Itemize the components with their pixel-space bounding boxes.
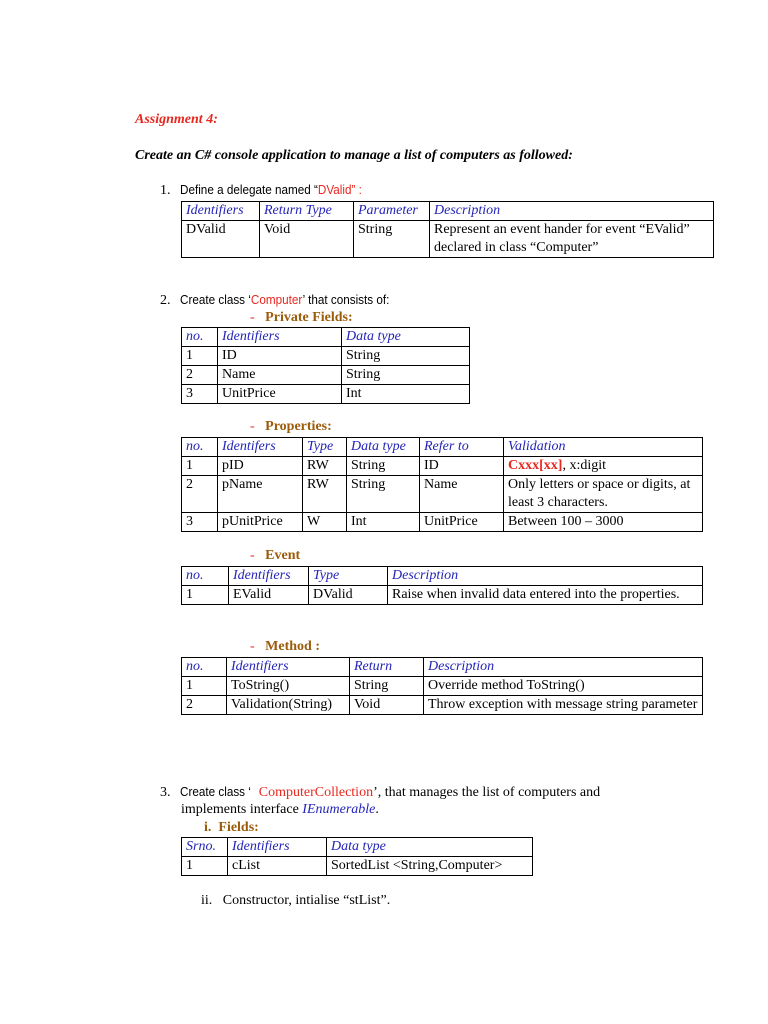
header-cell: Data type — [327, 838, 533, 857]
assignment-label: Assignment 4: — [135, 112, 218, 127]
table-cell: 2 — [182, 366, 218, 385]
table-header-row — [182, 658, 703, 677]
section3-line2: implements interface IEnumerable. — [181, 802, 379, 817]
table-cell: ID — [420, 457, 504, 476]
table-cell: 3 — [182, 385, 218, 404]
table-cell: Name — [420, 476, 504, 513]
table-cell: 3 — [182, 513, 218, 532]
fields-title: i. Fields: — [204, 820, 259, 835]
header-cell: no. — [182, 658, 227, 677]
header-cell: Identifiers — [227, 658, 350, 677]
table-cell: Name — [218, 366, 342, 385]
table-cell: EValid — [229, 586, 309, 605]
table-row — [182, 696, 703, 715]
table-header-row — [182, 838, 533, 857]
section2-number: 2. — [160, 293, 171, 308]
table-cell: String — [347, 476, 420, 513]
table-cell: Raise when invalid data entered into the properties. — [388, 586, 703, 605]
properties-title: - Properties: — [250, 419, 332, 434]
table-row — [182, 221, 714, 258]
table-row — [182, 513, 703, 532]
header-cell: Return — [350, 658, 424, 677]
section3-line — [160, 784, 600, 801]
delegate-table — [181, 201, 714, 258]
method-title: - Method : — [250, 639, 320, 654]
section3-number: 3. — [160, 785, 171, 800]
properties-table — [181, 437, 703, 532]
header-cell: Identifiers — [229, 567, 309, 586]
table-cell: 1 — [182, 347, 218, 366]
table-cell: String — [347, 457, 420, 476]
table-cell: Void — [260, 221, 354, 258]
table-header-row — [182, 328, 470, 347]
section3-text: Create class ‘ ComputerCollection’, that manages the list of computers and — [180, 784, 601, 800]
table-cell: Int — [347, 513, 420, 532]
table-cell: ID — [218, 347, 342, 366]
table-cell: Only letters or space or digits, at least 3 characters. — [504, 476, 703, 513]
table-cell: Override method ToString() — [424, 677, 703, 696]
class-name-collection: ComputerCollection — [258, 785, 374, 800]
table-cell: Cxxx[xx], x:digit — [504, 457, 703, 476]
section1-text: Define a delegate named “DValid” : — [180, 182, 362, 197]
header-cell: Validation — [504, 438, 703, 457]
table-cell: Validation(String) — [227, 696, 350, 715]
private-fields-title: - Private Fields: — [250, 310, 353, 325]
section1-number: 1. — [160, 183, 171, 198]
table-cell: String — [350, 677, 424, 696]
table-cell: RW — [303, 476, 347, 513]
section2-text: Create class ‘Computer’ that consists of: — [180, 292, 390, 307]
table-cell: 1 — [182, 677, 227, 696]
header-cell: Description — [424, 658, 703, 677]
table-cell: String — [342, 347, 470, 366]
header-cell: Srno. — [182, 838, 228, 857]
header-cell: Identifiers — [218, 328, 342, 347]
header-cell: Identifiers — [182, 202, 260, 221]
table-row — [182, 857, 533, 876]
table-row — [182, 586, 703, 605]
page-heading: Create an C# console application to manage a list of computers as followed: — [135, 148, 573, 163]
table-cell: Between 100 – 3000 — [504, 513, 703, 532]
table-row — [182, 476, 703, 513]
table-row — [182, 385, 470, 404]
table-row — [182, 347, 470, 366]
header-cell: Parameter — [354, 202, 430, 221]
table-cell: W — [303, 513, 347, 532]
header-cell: Identifiers — [228, 838, 327, 857]
table-cell: Throw exception with message string parameter — [424, 696, 703, 715]
table-cell: String — [342, 366, 470, 385]
header-cell: Identifers — [218, 438, 303, 457]
header-cell: Description — [430, 202, 714, 221]
table-cell: 1 — [182, 457, 218, 476]
pid-format-code: Cxxx[xx] — [508, 458, 563, 473]
class-name-computer: Computer — [250, 292, 303, 307]
table-cell: UnitPrice — [218, 385, 342, 404]
table-cell: Int — [342, 385, 470, 404]
constructor-line: ii. Constructor, intialise “stList”. — [201, 893, 391, 908]
table-cell: pName — [218, 476, 303, 513]
table-header-row — [182, 202, 714, 221]
header-cell: Type — [303, 438, 347, 457]
table-cell: 2 — [182, 696, 227, 715]
table-row — [182, 366, 470, 385]
header-cell: Description — [388, 567, 703, 586]
constructor-text: Constructor, intialise “stList”. — [222, 893, 391, 908]
table-cell: String — [354, 221, 430, 258]
table-cell: UnitPrice — [420, 513, 504, 532]
table-header-row — [182, 438, 703, 457]
header-cell: Data type — [342, 328, 470, 347]
table-header-row — [182, 567, 703, 586]
table-cell: cList — [228, 857, 327, 876]
table-cell: DValid — [309, 586, 388, 605]
header-cell: Refer to — [420, 438, 504, 457]
delegate-name: DValid — [317, 182, 352, 197]
event-title: - Event — [250, 548, 301, 563]
table-cell: 2 — [182, 476, 218, 513]
table-cell: 1 — [182, 857, 228, 876]
table-cell: Void — [350, 696, 424, 715]
collection-fields-table — [181, 837, 533, 876]
header-cell: no. — [182, 438, 218, 457]
private-fields-table — [181, 327, 470, 404]
event-table — [181, 566, 703, 605]
section2-line — [160, 292, 413, 309]
header-cell: Return Type — [260, 202, 354, 221]
header-cell: Type — [309, 567, 388, 586]
header-cell: Data type — [347, 438, 420, 457]
table-cell: SortedList <String,Computer> — [327, 857, 533, 876]
table-cell: DValid — [182, 221, 260, 258]
table-cell: pID — [218, 457, 303, 476]
header-cell: no. — [182, 328, 218, 347]
table-row — [182, 677, 703, 696]
table-cell: RW — [303, 457, 347, 476]
method-table — [181, 657, 703, 715]
table-cell: pUnitPrice — [218, 513, 303, 532]
header-cell: no. — [182, 567, 229, 586]
section1-line — [160, 182, 382, 199]
table-cell: 1 — [182, 586, 229, 605]
table-cell: Represent an event hander for event “EValid” declared in class “Computer” — [430, 221, 714, 258]
table-row — [182, 457, 703, 476]
interface-name: IEnumerable — [302, 802, 376, 817]
table-cell: ToString() — [227, 677, 350, 696]
